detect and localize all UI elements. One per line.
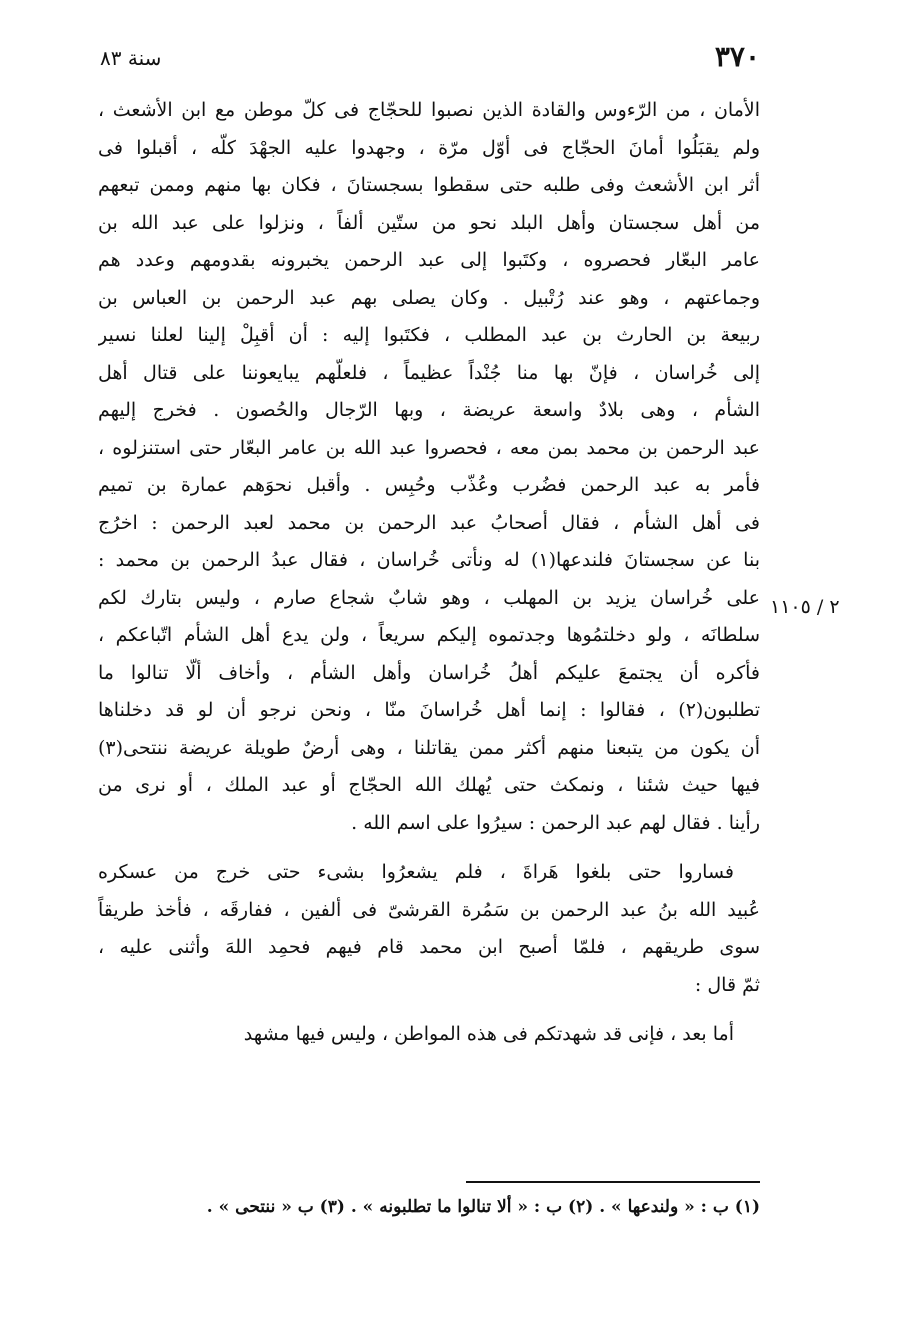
text-line: الأمان ، من الرّءوس والقادة الذين نصبوا للحجّاج فى كلّ موطن مع ابن الأشعث ، (98, 99, 760, 121)
main-text (98, 92, 760, 1054)
text-line: أما بعد ، فإنى قد شهدتكم فى هذه المواطن ، وليس فيها مشهد (243, 1023, 734, 1045)
text-line: رأينا . فقال لهم عبد الرحمن : سيرُوا على اسم الله . (351, 811, 760, 834)
text-line: بنا عن سجستانَ فلندعها(١) له ونأتى خُراسان ، فقال عبدُ الرحمن بن محمد : (98, 549, 760, 571)
text-line: فساروا حتى بلغوا هَراةَ ، فلم يشعرُوا بشىء حتى خرج من عسكره (98, 861, 734, 883)
margin-reference: ٢ / ١١٠٥ (770, 596, 840, 618)
text-line: أثر ابن الأشعث وفى طلبه حتى سقطوا بسجستانَ ، فكان بها منهم وممن تبعهم (98, 174, 760, 196)
text-line: عامر البعّار فحصروه ، وكتَبوا إلى عبد الرحمن يخبرونه بقدومهم وعدد هم (98, 249, 760, 271)
text-line: ثمّ قال : (694, 973, 760, 996)
text-line: سلطانَه ، ولو دخلتمُوها وجدتموه إليكم سريعاً ، ولن يدع أهل الشأم اتّباعكم ، (98, 624, 760, 646)
text-line: وجماعتهم ، وهو عند رُتْبيل . وكان يصلى بهم عبد الرحمن بن العباس بن (98, 286, 760, 309)
text-line: فأكره أن يجتمعَ عليكم أهلُ خُراسان وأهل الشأم ، وأخاف ألّا تنالوا ما (98, 661, 760, 684)
text-line: على خُراسان يزيد بن المهلب ، وهو شابٌ شجاع صارم ، وليس بتارك لكم (98, 586, 760, 609)
text-line: فى أهل الشأم ، فقال أصحابُ عبد الرحمن بن محمد لعبد الرحمن : اخرُج (98, 511, 760, 534)
text-line: أن يكون من يتبعنا منهم أكثر ممن يقاتلنا ، وهى أرضٌ طويلة عريضة ننتحى(٣) (98, 736, 760, 759)
text-line: ربيعة بن الحارث بن عبد المطلب ، فكتَبوا إليه : أن أقبِلْ إلينا لعلنا نسير (98, 324, 760, 346)
footnote-divider (466, 1181, 760, 1183)
footnotes: (١) ب : « ولندعها » . (٢) ب : « ألا تنالوا ما تطلبونه » . (٣) ب « ننتحى » . (206, 1197, 760, 1217)
paragraph (98, 854, 760, 1004)
text-line: الشأم ، وهى بلادٌ واسعة عريضة ، وبها الرّجال والحُصون . فخرج إليهم (98, 399, 760, 421)
page-number: ٣٧٠ (714, 40, 760, 73)
page-header (100, 40, 760, 80)
text-line: عبد الرحمن بن محمد بمن معه ، فحصروا عبد الله بن عامر البعّار حتى استنزلوه ، (98, 436, 760, 459)
year-label: سنة ٨٣ (100, 46, 162, 70)
paragraph (98, 1016, 760, 1054)
text-line: عُبيد الله بنُ عبد الرحمن بن سَمُرة القرشىّ فى ألفين ، ففارقَه ، فأخذ طريقاً (98, 898, 760, 921)
text-line: فيها حيث شئنا ، ونمكث حتى يُهلك الله الحجّاج أو عبد الملك ، أو نرى من (98, 774, 760, 796)
text-line: فأمر به عبد الرحمن فضُرب وعُذّب وحُبِس . وأقبل نحوَهم عمارة بن تميم (98, 474, 760, 496)
text-line: من أهل سجستان وأهل البلد نحو من ستّين ألفاً ، ونزلوا على عبد الله بن (98, 211, 760, 234)
text-line: إلى خُراسان ، فإنّ بها منا جُنْداً عظيماً ، فلعلّهم يبايعوننا على قتال أهل (98, 361, 760, 384)
text-line: سوى طريقهم ، فلمّا أصبح ابن محمد قام فيهم فحمِد اللهَ وأثنى عليه ، (98, 936, 760, 958)
text-line: تطلبون(٢) ، فقالوا : إنما أهل خُراسانَ منّا ، ونحن نرجو أن لو قد دخلناها (98, 699, 760, 721)
paragraph (98, 92, 760, 842)
text-line: ولم يقبَلُوا أمانَ الحجّاج فى أوّل مرّة ، وجهدوا عليه الجهْدَ كلّه ، أقبلوا فى (98, 136, 760, 159)
